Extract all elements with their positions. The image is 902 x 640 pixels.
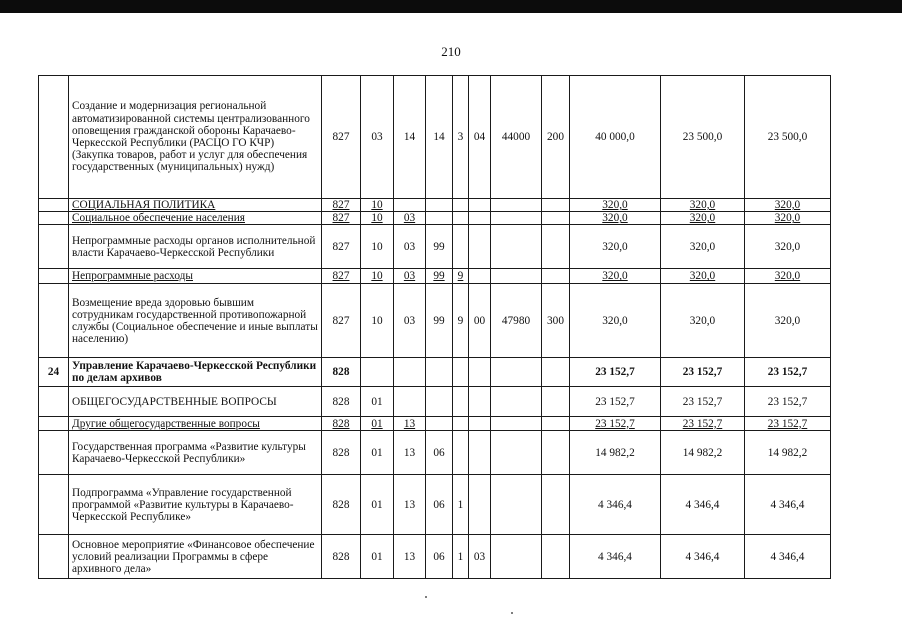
expense-type-cell: 300 <box>542 284 570 358</box>
target-code-2-cell: 9 <box>453 284 469 358</box>
table-row <box>39 269 831 284</box>
amount-year-3-cell: 320,0 <box>745 199 831 212</box>
table-row <box>39 417 831 431</box>
expense-type-cell <box>542 358 570 387</box>
scan-speck <box>425 596 427 598</box>
scan-speck <box>511 612 513 614</box>
section-code-cell: 01 <box>361 431 394 475</box>
amount-year-1-cell: 40 000,0 <box>570 76 661 199</box>
name-cell: Непрограммные расходы <box>69 269 322 284</box>
target-code-3-cell: 03 <box>469 535 491 579</box>
amount-year-1-cell: 4 346,4 <box>570 535 661 579</box>
target-code-2-cell: 3 <box>453 76 469 199</box>
section-code-cell: 01 <box>361 417 394 431</box>
name-cell: Непрограммные расходы органов исполнительной власти Карачаево-Черкесской Республики <box>69 225 322 269</box>
ministry-code-cell: 827 <box>322 225 361 269</box>
target-code-4-cell <box>491 225 542 269</box>
expense-type-cell <box>542 535 570 579</box>
section-code-cell: 10 <box>361 212 394 225</box>
ministry-code-cell: 827 <box>322 212 361 225</box>
name-cell: ОБЩЕГОСУДАРСТВЕННЫЕ ВОПРОСЫ <box>69 387 322 417</box>
expense-type-cell <box>542 431 570 475</box>
section-code-cell: 10 <box>361 284 394 358</box>
target-code-4-cell <box>491 431 542 475</box>
subsection-code-cell: 03 <box>394 284 426 358</box>
table-row <box>39 358 831 387</box>
subsection-code-cell: 13 <box>394 475 426 535</box>
target-code-4-cell: 44000 <box>491 76 542 199</box>
index-cell <box>39 225 69 269</box>
amount-year-2-cell: 23 152,7 <box>661 417 745 431</box>
ministry-code-cell: 828 <box>322 431 361 475</box>
amount-year-3-cell: 320,0 <box>745 284 831 358</box>
target-code-4-cell <box>491 269 542 284</box>
budget-table <box>38 75 831 579</box>
section-code-cell <box>361 358 394 387</box>
section-code-cell: 01 <box>361 475 394 535</box>
amount-year-3-cell: 23 500,0 <box>745 76 831 199</box>
ministry-code-cell: 827 <box>322 199 361 212</box>
amount-year-2-cell: 4 346,4 <box>661 535 745 579</box>
ministry-code-cell: 828 <box>322 535 361 579</box>
ministry-code-cell: 827 <box>322 269 361 284</box>
index-cell <box>39 212 69 225</box>
name-cell: Другие общегосударственные вопросы <box>69 417 322 431</box>
target-code-4-cell <box>491 212 542 225</box>
name-cell: Возмещение вреда здоровью бывшим сотрудникам государственной противопожарной службы (Социальное обеспечение и иные выплаты населению) <box>69 284 322 358</box>
index-cell <box>39 431 69 475</box>
target-code-1-cell: 14 <box>426 76 453 199</box>
amount-year-3-cell: 23 152,7 <box>745 358 831 387</box>
amount-year-3-cell: 14 982,2 <box>745 431 831 475</box>
target-code-3-cell <box>469 475 491 535</box>
amount-year-1-cell: 23 152,7 <box>570 358 661 387</box>
target-code-2-cell: 1 <box>453 475 469 535</box>
index-cell <box>39 269 69 284</box>
amount-year-1-cell: 14 982,2 <box>570 431 661 475</box>
expense-type-cell <box>542 225 570 269</box>
target-code-4-cell <box>491 417 542 431</box>
section-code-cell: 10 <box>361 225 394 269</box>
amount-year-1-cell: 320,0 <box>570 199 661 212</box>
amount-year-3-cell: 23 152,7 <box>745 417 831 431</box>
amount-year-2-cell: 23 152,7 <box>661 358 745 387</box>
table-row <box>39 76 831 199</box>
target-code-1-cell: 06 <box>426 535 453 579</box>
table-row <box>39 535 831 579</box>
table-row <box>39 199 831 212</box>
amount-year-3-cell: 320,0 <box>745 225 831 269</box>
ministry-code-cell: 828 <box>322 387 361 417</box>
subsection-code-cell: 13 <box>394 431 426 475</box>
target-code-1-cell <box>426 358 453 387</box>
amount-year-1-cell: 4 346,4 <box>570 475 661 535</box>
target-code-1-cell <box>426 417 453 431</box>
expense-type-cell <box>542 417 570 431</box>
expense-type-cell <box>542 387 570 417</box>
ministry-code-cell: 827 <box>322 284 361 358</box>
amount-year-2-cell: 320,0 <box>661 199 745 212</box>
amount-year-3-cell: 4 346,4 <box>745 535 831 579</box>
index-cell <box>39 387 69 417</box>
ministry-code-cell: 828 <box>322 475 361 535</box>
name-cell: Управление Карачаево-Черкесской Республики по делам архивов <box>69 358 322 387</box>
index-cell <box>39 535 69 579</box>
amount-year-2-cell: 320,0 <box>661 225 745 269</box>
target-code-1-cell <box>426 199 453 212</box>
index-cell <box>39 417 69 431</box>
amount-year-1-cell: 320,0 <box>570 284 661 358</box>
amount-year-3-cell: 320,0 <box>745 269 831 284</box>
section-code-cell: 10 <box>361 269 394 284</box>
section-code-cell: 03 <box>361 76 394 199</box>
subsection-code-cell: 03 <box>394 212 426 225</box>
amount-year-1-cell: 320,0 <box>570 225 661 269</box>
subsection-code-cell: 03 <box>394 269 426 284</box>
section-code-cell: 10 <box>361 199 394 212</box>
target-code-3-cell: 00 <box>469 284 491 358</box>
target-code-3-cell <box>469 199 491 212</box>
amount-year-1-cell: 320,0 <box>570 212 661 225</box>
amount-year-1-cell: 23 152,7 <box>570 417 661 431</box>
amount-year-2-cell: 23 152,7 <box>661 387 745 417</box>
subsection-code-cell: 13 <box>394 535 426 579</box>
ministry-code-cell: 828 <box>322 417 361 431</box>
amount-year-3-cell: 4 346,4 <box>745 475 831 535</box>
target-code-4-cell <box>491 475 542 535</box>
amount-year-1-cell: 23 152,7 <box>570 387 661 417</box>
target-code-3-cell <box>469 431 491 475</box>
subsection-code-cell <box>394 199 426 212</box>
name-cell: Социальное обеспечение населения <box>69 212 322 225</box>
target-code-2-cell <box>453 358 469 387</box>
target-code-2-cell <box>453 212 469 225</box>
target-code-4-cell <box>491 387 542 417</box>
target-code-4-cell <box>491 535 542 579</box>
amount-year-2-cell: 23 500,0 <box>661 76 745 199</box>
target-code-3-cell <box>469 358 491 387</box>
index-cell <box>39 284 69 358</box>
expense-type-cell <box>542 212 570 225</box>
section-code-cell: 01 <box>361 535 394 579</box>
target-code-2-cell <box>453 387 469 417</box>
table-row <box>39 284 831 358</box>
target-code-3-cell <box>469 387 491 417</box>
subsection-code-cell: 14 <box>394 76 426 199</box>
target-code-3-cell <box>469 212 491 225</box>
target-code-2-cell: 1 <box>453 535 469 579</box>
target-code-3-cell <box>469 417 491 431</box>
subsection-code-cell <box>394 358 426 387</box>
index-cell: 24 <box>39 358 69 387</box>
target-code-4-cell <box>491 199 542 212</box>
target-code-1-cell: 06 <box>426 431 453 475</box>
ministry-code-cell: 827 <box>322 76 361 199</box>
target-code-1-cell <box>426 212 453 225</box>
section-code-cell: 01 <box>361 387 394 417</box>
target-code-2-cell: 9 <box>453 269 469 284</box>
table-row <box>39 212 831 225</box>
target-code-2-cell <box>453 199 469 212</box>
target-code-1-cell: 99 <box>426 284 453 358</box>
amount-year-1-cell: 320,0 <box>570 269 661 284</box>
name-cell: Подпрограмма «Управление государственной программой «Развитие культуры в Карачаево-Черкесской Республике» <box>69 475 322 535</box>
target-code-3-cell <box>469 225 491 269</box>
target-code-2-cell <box>453 417 469 431</box>
target-code-2-cell <box>453 225 469 269</box>
expense-type-cell <box>542 199 570 212</box>
expense-type-cell <box>542 475 570 535</box>
target-code-2-cell <box>453 431 469 475</box>
name-cell: СОЦИАЛЬНАЯ ПОЛИТИКА <box>69 199 322 212</box>
ministry-code-cell: 828 <box>322 358 361 387</box>
amount-year-2-cell: 320,0 <box>661 284 745 358</box>
amount-year-2-cell: 320,0 <box>661 212 745 225</box>
page-number: 210 <box>441 44 461 59</box>
expense-type-cell: 200 <box>542 76 570 199</box>
target-code-3-cell <box>469 269 491 284</box>
index-cell <box>39 475 69 535</box>
subsection-code-cell <box>394 387 426 417</box>
expense-type-cell <box>542 269 570 284</box>
name-cell: Создание и модернизация региональной автоматизированной системы централизованного оповещения гражданской обороны Карачаево-Черкесской Республики (РАСЦО ГО КЧР) (Закупка товаров, работ и услуг для обеспечения государственных (муниципальных) нужд) <box>69 76 322 199</box>
index-cell <box>39 199 69 212</box>
table-row <box>39 387 831 417</box>
target-code-1-cell: 99 <box>426 225 453 269</box>
amount-year-2-cell: 14 982,2 <box>661 431 745 475</box>
amount-year-2-cell: 4 346,4 <box>661 475 745 535</box>
table-row <box>39 431 831 475</box>
name-cell: Государственная программа «Развитие культуры Карачаево-Черкесской Республики» <box>69 431 322 475</box>
target-code-4-cell <box>491 358 542 387</box>
target-code-1-cell: 99 <box>426 269 453 284</box>
target-code-1-cell <box>426 387 453 417</box>
subsection-code-cell: 03 <box>394 225 426 269</box>
target-code-3-cell: 04 <box>469 76 491 199</box>
table-row <box>39 475 831 535</box>
name-cell: Основное мероприятие «Финансовое обеспечение условий реализации Программы в сфере архивного дела» <box>69 535 322 579</box>
amount-year-2-cell: 320,0 <box>661 269 745 284</box>
scan-top-border <box>0 0 902 13</box>
table-row <box>39 225 831 269</box>
index-cell <box>39 76 69 199</box>
target-code-1-cell: 06 <box>426 475 453 535</box>
amount-year-3-cell: 320,0 <box>745 212 831 225</box>
target-code-4-cell: 47980 <box>491 284 542 358</box>
amount-year-3-cell: 23 152,7 <box>745 387 831 417</box>
subsection-code-cell: 13 <box>394 417 426 431</box>
